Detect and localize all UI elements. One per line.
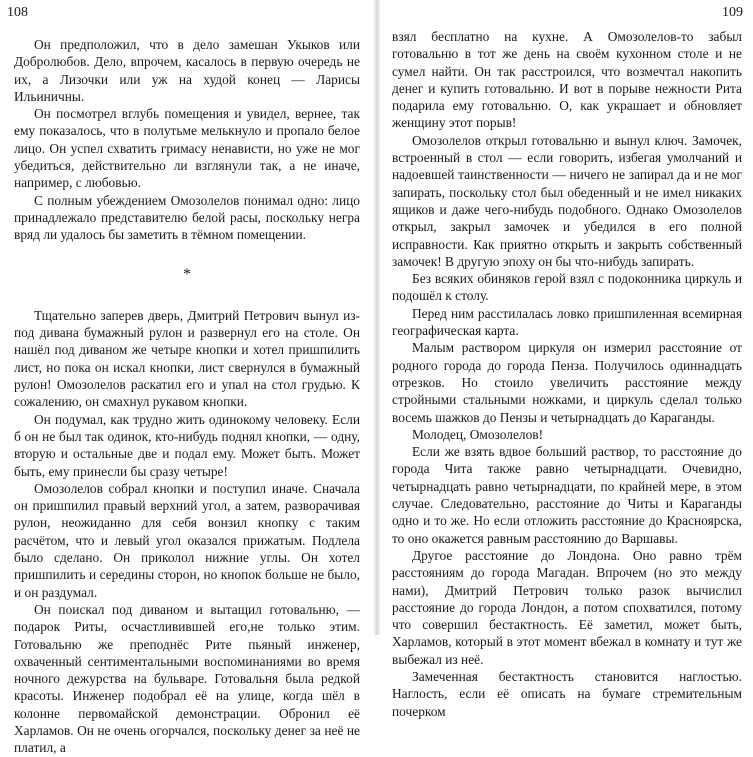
right-page [378,0,753,719]
paragraph: Другое расстояние до Лондона. Оно равно трём расстояниям до города Магадан. Впрочем (но это между нами), Дмитрий Петрович только разок вычислил расстояние до города Лондон, а потом спохватился, потому что совершил бестактность. Её заметил, может быть, Харламов, который в этот момент вбежал в комнату и тут же выбежал из неё. [392,547,742,667]
page-number-right: 109 [722,5,743,20]
paragraph: Без всяких обиняков герой взял с подоконника циркуль и подошёл к столу. [392,271,742,304]
paragraph: Молодец, Омозолелов! [412,426,544,442]
right-page-text [392,28,742,720]
paragraph: С полным убеждением Омозолелов понимал одно: лицо принадлежало представителю белой расы, поскольку негра вряд ли удалось бы заметить в тёмном помещении. [14,192,360,243]
paragraph: Малым раствором циркуля он измерил расстояние от родного города до города Пенза. Получилось одиннадцать отрезков. Но стоило увеличить расстояние между стройными стальными ножками, и циркуль сделал только восемь шажков до Пензы и четырнадцать до Караганды. [392,340,742,425]
paragraph: Он предположил, что в дело замешан Укыков или Добролюбов. Дело, впрочем, касалось в первую очередь не их, а Лизочки или уж на худой конец — Ларисы Ильиничны. [14,37,360,104]
paragraph: Омозолелов открыл готовальню и вынул ключ. Замочек, встроенный в стол — если говорить, избегая умолчаний и надоевшей таинственности — ничего не запирал да и не мог запирать, поскольку стол был обеденный и не имел никаких ящиков и даже чего-нибудь подобного. Однако Омозолелов открыл, закрыл замочек и убедился в его полной исправности. Как приятно открыть и закрыть собственный замочек! В другую эпоху он бы что-нибудь запирать. [392,132,742,269]
paragraph-continued: взял бесплатно на кухне. А Омозолелов-то забыл готовальню в тот же день на своём кухонном столе и не сумел найти. Он так расстроился, что возмечтал накопить денег и купить готовальню. И вот в порыве нежности Рита подарила ему готовальню. О, как украшает и обновляет женщину этот порыв! [392,29,742,131]
paragraph: Перед ним расстилалась ловко пришпиленная всемирная географическая карта. [392,305,742,339]
paragraph: Он подумал, как трудно жить одинокому человеку. Если б он не был так одинок, кто-нибудь поднял кнопки, — одну, вторую и остальные две и подал ему. Может быть. Может быть, ему принесли бы сразу четыре! [14,411,360,479]
left-page-text [14,36,360,757]
paragraph: Он поискал под диваном и вытащил готовальню, — подарок Риты, осчастливившей его,не только этим. Готовальню же преподнёс Рите пьяный инженер, охваченный сентиментальными воспоминаниями во время ночного дежурства на бульваре. Готовальня была редкой красоты. Инженер подобрал её на улице, когда шёл в колонне первомайской демонстрации. Обронил её Харламов. Он не очень огорчался, поскольку денег за неё не платил, а [14,601,360,756]
page-number-left: 108 [7,5,28,20]
paragraph: Тщательно заперев дверь, Дмитрий Петрович вынул из-под дивана бумажный рулон и развернул его на столе. Он нашёл под диваном же четыре кнопки и хотел пришпилить лист, но пока он искал кнопки, лист свернулся в бумажный рулон! Омозолелов раскатил его и упал на стол грудью. К сожалению, он смахнул рукавом кнопки. [14,307,360,410]
left-page [0,0,376,756]
paragraph: Если же взять вдвое больший раствор, то расстояние до города Чита также равно четырнадцати. Очевидно, четырнадцать равно четырнадцати, по крайней мере, в этом случае. Следовательно, расстояние до Читы и Караганды одно и то же. Но если отложить расстояние до Красноярска, то оно окажется равным расстоянию до Варшавы. [392,444,742,546]
paragraph: Омозолелов собрал кнопки и поступил иначе. Сначала он пришпилил правый верхний угол, а затем, разворачивая рулон, неожиданно для себя вонзил кнопку с таким расчётом, что и левый угол оказался прижатым. Подлела было сделано. Он приколол нижние углы. Он хотел пришпилить и середины сторон, но кнопок больше не было, и он раздумал. [14,480,360,600]
section-separator: * [183,265,191,283]
paragraph: Замеченная бестактность становится наглостью. Наглость, если её описать на бумаге стремительным почерком [392,668,742,719]
paragraph: Он посмотрел вглубь помещения и увидел, вернее, так ему показалось, что в полутьме мелькнуло и пропало белое лицо. Он успел схватить гримасу ненависти, но уже не мог убедиться, действительно ли взглянули так, а не иначе, например, с любовью. [14,106,360,191]
